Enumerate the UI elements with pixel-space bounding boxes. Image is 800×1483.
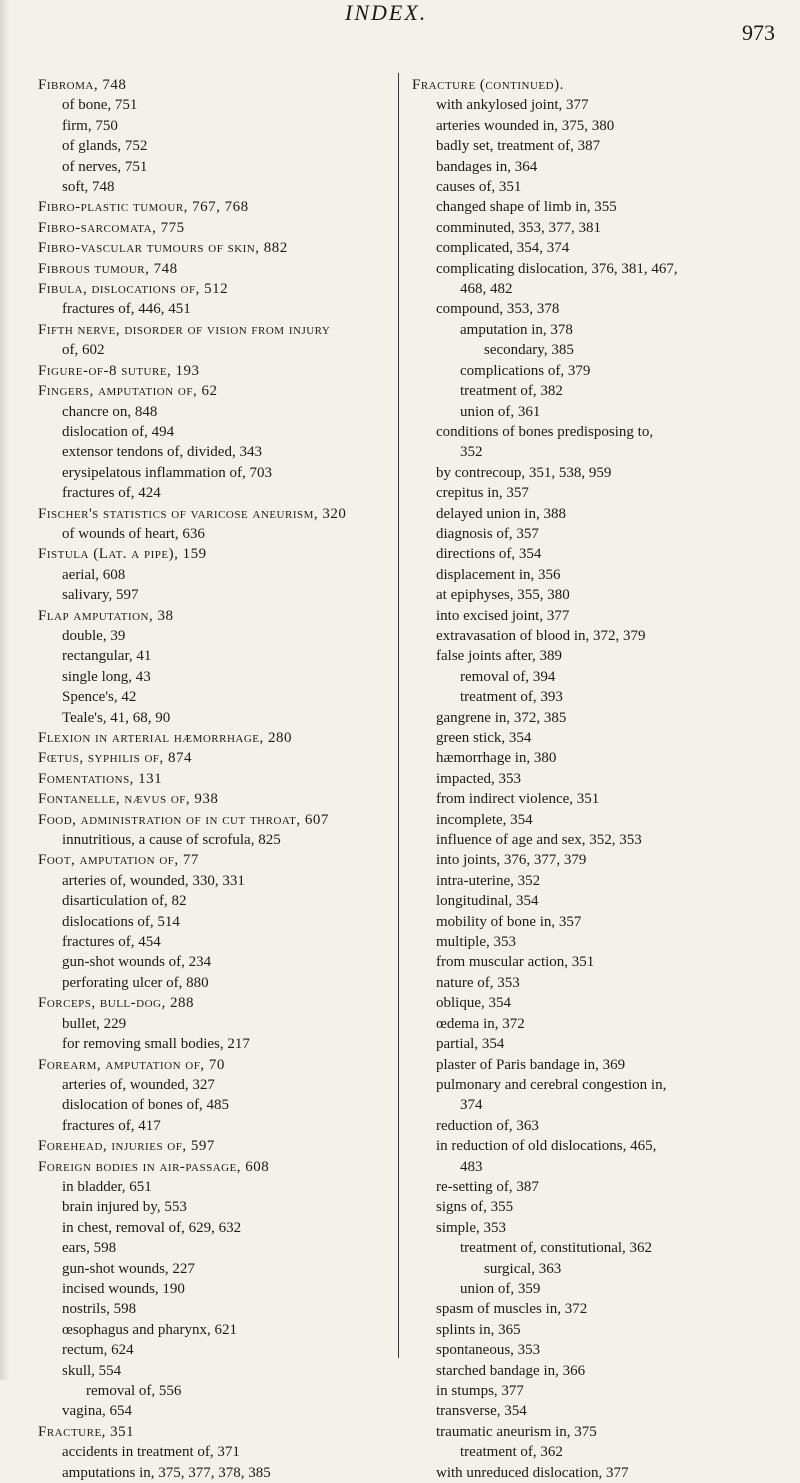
index-subentry: in stumps, 377 bbox=[436, 1383, 524, 1399]
index-subentry: diagnosis of, 357 bbox=[436, 525, 539, 542]
index-subentry: rectum, 624 bbox=[62, 1342, 134, 1359]
index-subentry: in reduction of old dislocations, 465, bbox=[436, 1138, 657, 1155]
index-subentry: treatment of, 362 bbox=[460, 1444, 563, 1461]
index-subentry: gun-shot wounds, 227 bbox=[62, 1260, 195, 1277]
index-subentry: plaster of Paris bandage in, 369 bbox=[436, 1056, 626, 1073]
index-heading: Forceps, bull-dog, 288 bbox=[38, 995, 194, 1012]
index-subentry: fractures of, 446, 451 bbox=[62, 301, 191, 318]
index-subentry: aerial, 608 bbox=[62, 566, 126, 583]
index-subentry: gangrene in, 372, 385 bbox=[436, 709, 567, 726]
index-subentry: spontaneous, 353 bbox=[436, 1342, 541, 1359]
index-subentry: innutritious, a cause of scrofula, 825 bbox=[62, 832, 281, 849]
index-subentry: union of, 359 bbox=[460, 1280, 541, 1297]
index-subentry: incomplete, 354 bbox=[436, 811, 533, 828]
index-subentry: longitudinal, 354 bbox=[436, 893, 539, 910]
index-subentry: from muscular action, 351 bbox=[436, 954, 595, 971]
index-subentry: multiple, 353 bbox=[436, 934, 516, 951]
index-subentry: gun-shot wounds of, 234 bbox=[62, 954, 212, 971]
index-subentry: extensor tendons of, divided, 343 bbox=[62, 444, 262, 461]
index-subentry: amputation in, 378 bbox=[460, 321, 573, 338]
index-heading: Fibro-vascular tumours of skin, 882 bbox=[38, 240, 288, 257]
index-subentry: removal of, 394 bbox=[460, 668, 556, 685]
index-subentry: skull, 554 bbox=[62, 1362, 122, 1379]
index-subentry: fractures of, 454 bbox=[62, 934, 161, 951]
index-subentry: fractures of, 424 bbox=[62, 485, 161, 502]
column-divider bbox=[398, 73, 399, 1358]
index-heading: Fibula, dislocations of, 512 bbox=[38, 281, 229, 298]
index-heading: Fibroma, 748 bbox=[38, 77, 127, 93]
index-subentry: treatment of, constitutional, 362 bbox=[460, 1240, 653, 1257]
index-heading: Foreign bodies in air-passage, 608 bbox=[38, 1158, 270, 1175]
index-heading: Fracture (continued). bbox=[412, 77, 564, 93]
index-subentry: at epiphyses, 355, 380 bbox=[436, 587, 570, 604]
index-heading: Figure-of-8 suture, 193 bbox=[38, 362, 200, 379]
index-subentry: firm, 750 bbox=[62, 117, 118, 134]
index-subentry: compound, 353, 378 bbox=[436, 301, 560, 318]
index-subentry: 468, 482 bbox=[460, 281, 513, 298]
index-subentry: from indirect violence, 351 bbox=[436, 791, 600, 808]
index-subentry: mobility of bone in, 357 bbox=[436, 913, 582, 930]
index-subentry: dislocation of, 494 bbox=[62, 423, 175, 440]
index-subentry: double, 39 bbox=[62, 627, 126, 644]
index-subentry: Spence's, 42 bbox=[62, 689, 137, 706]
index-subentry: surgical, 363 bbox=[484, 1260, 562, 1277]
index-subentry: into excised joint, 377 bbox=[436, 607, 570, 624]
index-subentry: chancre on, 848 bbox=[62, 403, 158, 420]
index-subentry: hæmorrhage in, 380 bbox=[436, 750, 557, 767]
index-subentry: arteries wounded in, 375, 380 bbox=[436, 117, 615, 134]
index-subentry: soft, 748 bbox=[62, 179, 115, 196]
index-subentry: of glands, 752 bbox=[62, 138, 148, 155]
index-subentry: disarticulation of, 82 bbox=[62, 893, 187, 910]
index-heading: Fontanelle, nævus of, 938 bbox=[38, 791, 219, 808]
index-subentry: 352 bbox=[460, 444, 483, 461]
index-subentry: signs of, 355 bbox=[436, 1199, 514, 1216]
index-subentry: influence of age and sex, 352, 353 bbox=[436, 832, 642, 849]
index-heading: Fistula (Lat. a pipe), 159 bbox=[38, 546, 207, 563]
index-subentry: ears, 598 bbox=[62, 1240, 117, 1257]
index-heading: Fibrous tumour, 748 bbox=[38, 260, 178, 277]
index-subentry: of nerves, 751 bbox=[62, 158, 148, 175]
index-subentry: 374 bbox=[460, 1097, 483, 1114]
index-subentry: arteries of, wounded, 330, 331 bbox=[62, 872, 245, 889]
index-subentry: single long, 43 bbox=[62, 668, 151, 685]
page-number: 973 bbox=[742, 20, 775, 45]
index-heading: Flexion in arterial hæmorrhage, 280 bbox=[38, 730, 293, 746]
index-subentry: fractures of, 417 bbox=[62, 1117, 161, 1134]
index-subentry: perforating ulcer of, 880 bbox=[62, 974, 209, 991]
index-subentry: partial, 354 bbox=[436, 1036, 505, 1053]
index-subentry: into joints, 376, 377, 379 bbox=[436, 852, 587, 869]
page-binding-edge bbox=[0, 0, 10, 1380]
index-subentry: re-setting of, 387 bbox=[436, 1178, 539, 1195]
index-subentry: nostrils, 598 bbox=[62, 1301, 137, 1318]
index-subentry: reduction of, 363 bbox=[436, 1117, 539, 1134]
index-heading: Flap amputation, 38 bbox=[38, 607, 174, 624]
index-subentry: amputations in, 375, 377, 378, 385 bbox=[62, 1464, 271, 1481]
index-subentry: delayed union in, 388 bbox=[436, 505, 566, 522]
index-subentry: in chest, removal of, 629, 632 bbox=[62, 1219, 242, 1236]
index-subentry: rectangular, 41 bbox=[62, 648, 152, 665]
index-subentry: treatment of, 393 bbox=[460, 689, 563, 706]
index-subentry: bandages in, 364 bbox=[436, 158, 538, 175]
index-subentry: conditions of bones predisposing to, bbox=[436, 423, 654, 440]
running-head: INDEX. bbox=[345, 0, 428, 25]
index-subentry: by contrecoup, 351, 538, 959 bbox=[436, 464, 612, 481]
index-subentry: complicating dislocation, 376, 381, 467, bbox=[436, 260, 678, 277]
index-subentry: nature of, 353 bbox=[436, 974, 520, 991]
index-subentry: oblique, 354 bbox=[436, 995, 511, 1012]
index-subentry: crepitus in, 357 bbox=[436, 485, 529, 502]
index-subentry: for removing small bodies, 217 bbox=[62, 1036, 250, 1053]
index-subentry: changed shape of limb in, 355 bbox=[436, 199, 617, 216]
index-subentry: directions of, 354 bbox=[436, 546, 542, 563]
index-subentry: causes of, 351 bbox=[436, 179, 522, 196]
index-subentry: splints in, 365 bbox=[436, 1321, 521, 1338]
index-heading: Foot, amputation of, 77 bbox=[38, 852, 199, 869]
index-heading: Forehead, injuries of, 597 bbox=[38, 1138, 215, 1155]
index-subentry: Teale's, 41, 68, 90 bbox=[62, 709, 171, 726]
index-subentry: œsophagus and pharynx, 621 bbox=[62, 1321, 237, 1338]
index-subentry: brain injured by, 553 bbox=[62, 1199, 187, 1216]
index-heading: Fifth nerve, disorder of vision from injury bbox=[38, 321, 331, 338]
index-subentry: traumatic aneurism in, 375 bbox=[436, 1423, 597, 1440]
index-subentry: displacement in, 356 bbox=[436, 566, 561, 583]
index-subentry: green stick, 354 bbox=[436, 730, 532, 746]
index-subentry: spasm of muscles in, 372 bbox=[436, 1301, 588, 1318]
index-subentry: extravasation of blood in, 372, 379 bbox=[436, 627, 646, 644]
index-subentry: impacted, 353 bbox=[436, 770, 521, 787]
index-subentry: false joints after, 389 bbox=[436, 648, 563, 665]
index-heading: Fingers, amputation of, 62 bbox=[38, 383, 218, 400]
index-subentry: of wounds of heart, 636 bbox=[62, 525, 205, 542]
index-heading: Forearm, amputation of, 70 bbox=[38, 1056, 225, 1073]
index-heading: Fracture, 351 bbox=[38, 1423, 135, 1440]
index-heading: Fischer's statistics of varicose aneurism, 320 bbox=[38, 505, 347, 522]
index-subentry: incised wounds, 190 bbox=[62, 1280, 185, 1297]
index-subentry: transverse, 354 bbox=[436, 1403, 527, 1420]
index-subentry: of, 602 bbox=[62, 342, 105, 359]
index-subentry: erysipelatous inflammation of, 703 bbox=[62, 464, 272, 481]
index-subentry: in bladder, 651 bbox=[62, 1178, 152, 1195]
index-heading: Fibro-sarcomata, 775 bbox=[38, 219, 185, 236]
index-subentry: arteries of, wounded, 327 bbox=[62, 1076, 215, 1093]
index-subentry: comminuted, 353, 377, 381 bbox=[436, 219, 601, 236]
index-subentry: union of, 361 bbox=[460, 403, 541, 420]
index-subentry: pulmonary and cerebral congestion in, bbox=[436, 1076, 667, 1093]
index-subentry: secondary, 385 bbox=[484, 342, 574, 359]
index-subentry: œdema in, 372 bbox=[436, 1015, 525, 1032]
index-subentry: of bone, 751 bbox=[62, 97, 138, 114]
index-subentry: simple, 353 bbox=[436, 1219, 506, 1236]
index-heading: Fibro-plastic tumour, 767, 768 bbox=[38, 199, 249, 216]
index-column-right bbox=[412, 75, 792, 1483]
index-subentry: bullet, 229 bbox=[62, 1015, 127, 1032]
index-subentry: treatment of, 382 bbox=[460, 383, 563, 400]
index-subentry: salivary, 597 bbox=[62, 587, 139, 604]
index-subentry: intra-uterine, 352 bbox=[436, 872, 541, 889]
index-subentry: complications of, 379 bbox=[460, 362, 591, 379]
index-subentry: with unreduced dislocation, 377 bbox=[436, 1464, 629, 1481]
index-heading: Fœtus, syphilis of, 874 bbox=[38, 750, 193, 767]
index-subentry: dislocation of bones of, 485 bbox=[62, 1097, 230, 1114]
index-subentry: 483 bbox=[460, 1158, 483, 1175]
index-subentry: with ankylosed joint, 377 bbox=[436, 97, 589, 114]
index-subentry: vagina, 654 bbox=[62, 1403, 132, 1420]
index-heading: Fomentations, 131 bbox=[38, 770, 163, 787]
index-subentry: badly set, treatment of, 387 bbox=[436, 138, 601, 155]
index-subentry: accidents in treatment of, 371 bbox=[62, 1444, 240, 1461]
index-column-left bbox=[38, 75, 390, 1483]
index-subentry: starched bandage in, 366 bbox=[436, 1362, 586, 1379]
index-subentry: dislocations of, 514 bbox=[62, 913, 180, 930]
index-subentry: removal of, 556 bbox=[86, 1383, 182, 1399]
index-heading: Food, administration of in cut throat, 607 bbox=[38, 811, 329, 828]
index-subentry: complicated, 354, 374 bbox=[436, 240, 570, 257]
